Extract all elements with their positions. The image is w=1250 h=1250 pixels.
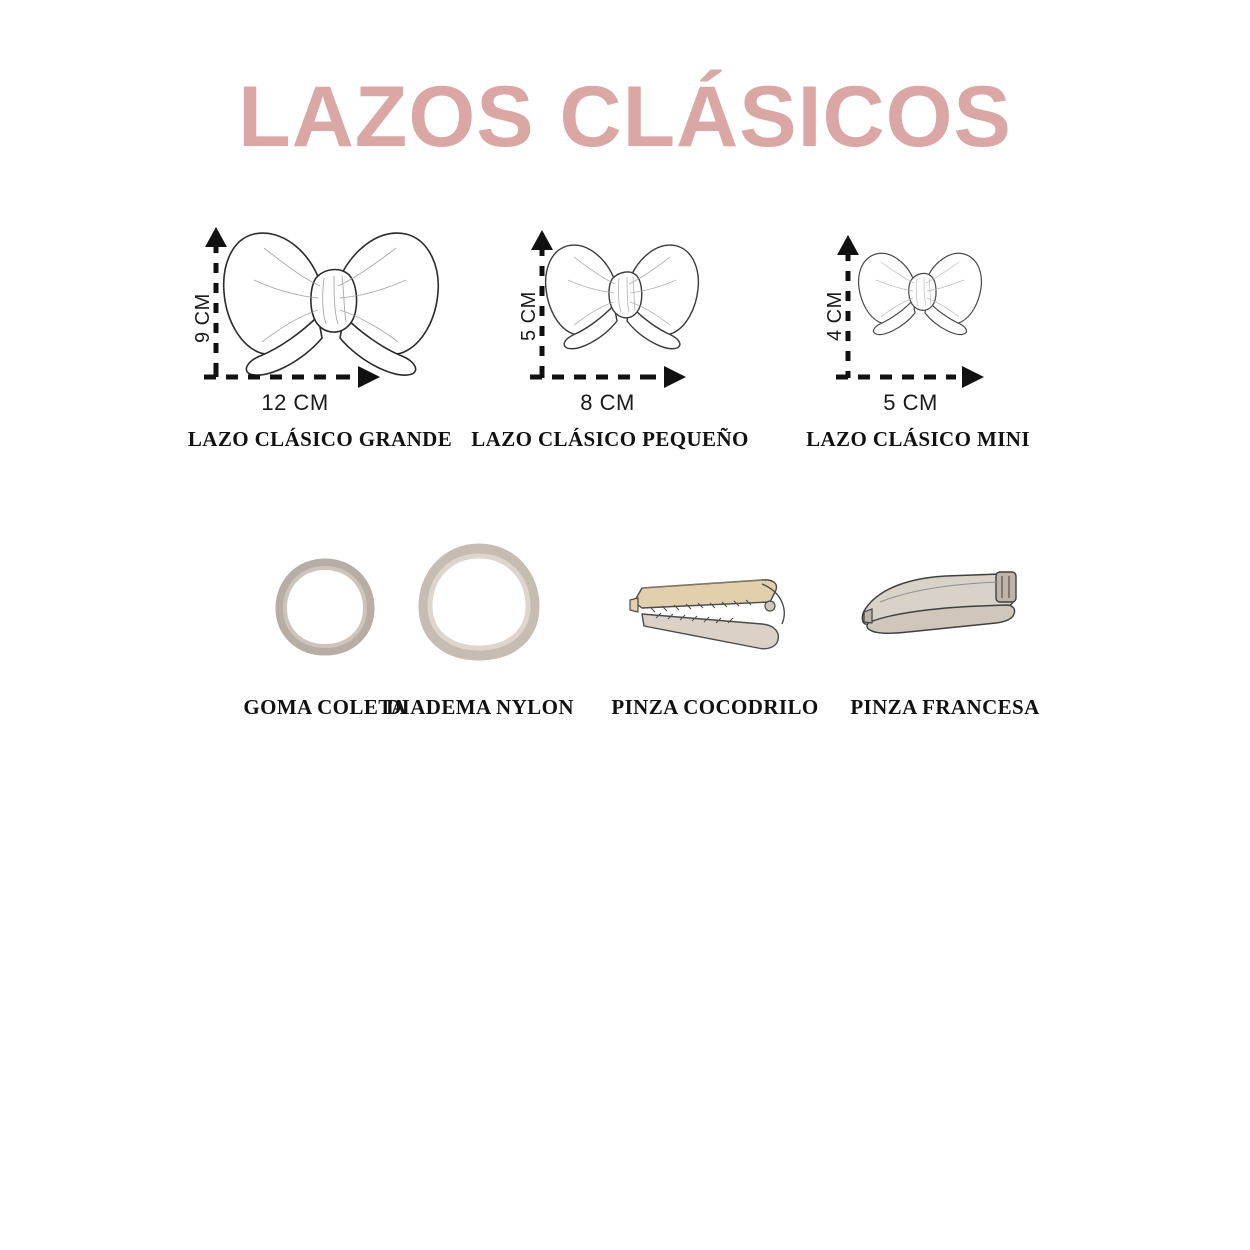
caption-lazo-clasico-grande: LAZO CLÁSICO GRANDE xyxy=(187,427,453,451)
width-label-pequeno: 8 CM xyxy=(580,390,635,415)
width-label-grande: 12 CM xyxy=(261,390,329,415)
caption-pinza-francesa: PINZA FRANCESA xyxy=(850,695,1040,719)
width-arrow-pequeno xyxy=(526,365,686,389)
diadema-nylon-illustration xyxy=(413,542,543,662)
width-arrow-grande xyxy=(200,365,380,389)
accessories-row xyxy=(0,540,1250,740)
caption-diadema-nylon: DIADEMA NYLON xyxy=(386,695,574,719)
bow-sizes-row xyxy=(0,215,1250,465)
height-label-mini: 4 CM xyxy=(824,291,846,341)
bow-item-mini xyxy=(808,215,1078,465)
caption-goma-coleta: GOMA COLETA xyxy=(243,695,407,719)
pinza-cocodrilo-illustration xyxy=(612,562,812,672)
caption-lazo-clasico-pequeno: LAZO CLÁSICO PEQUEÑO xyxy=(471,427,749,451)
pinza-francesa-illustration xyxy=(850,562,1040,662)
caption-lazo-clasico-mini: LAZO CLÁSICO MINI xyxy=(806,427,1030,451)
caption-pinza-cocodrilo: PINZA COCODRILO xyxy=(611,695,819,719)
width-arrow-mini xyxy=(832,365,984,389)
width-label-mini: 5 CM xyxy=(883,390,938,415)
goma-coleta-illustration xyxy=(265,552,385,662)
height-label-pequeno: 5 CM xyxy=(518,291,540,341)
page-title: LAZOS CLÁSICOS xyxy=(238,69,1012,165)
height-label-grande: 9 CM xyxy=(192,293,214,343)
